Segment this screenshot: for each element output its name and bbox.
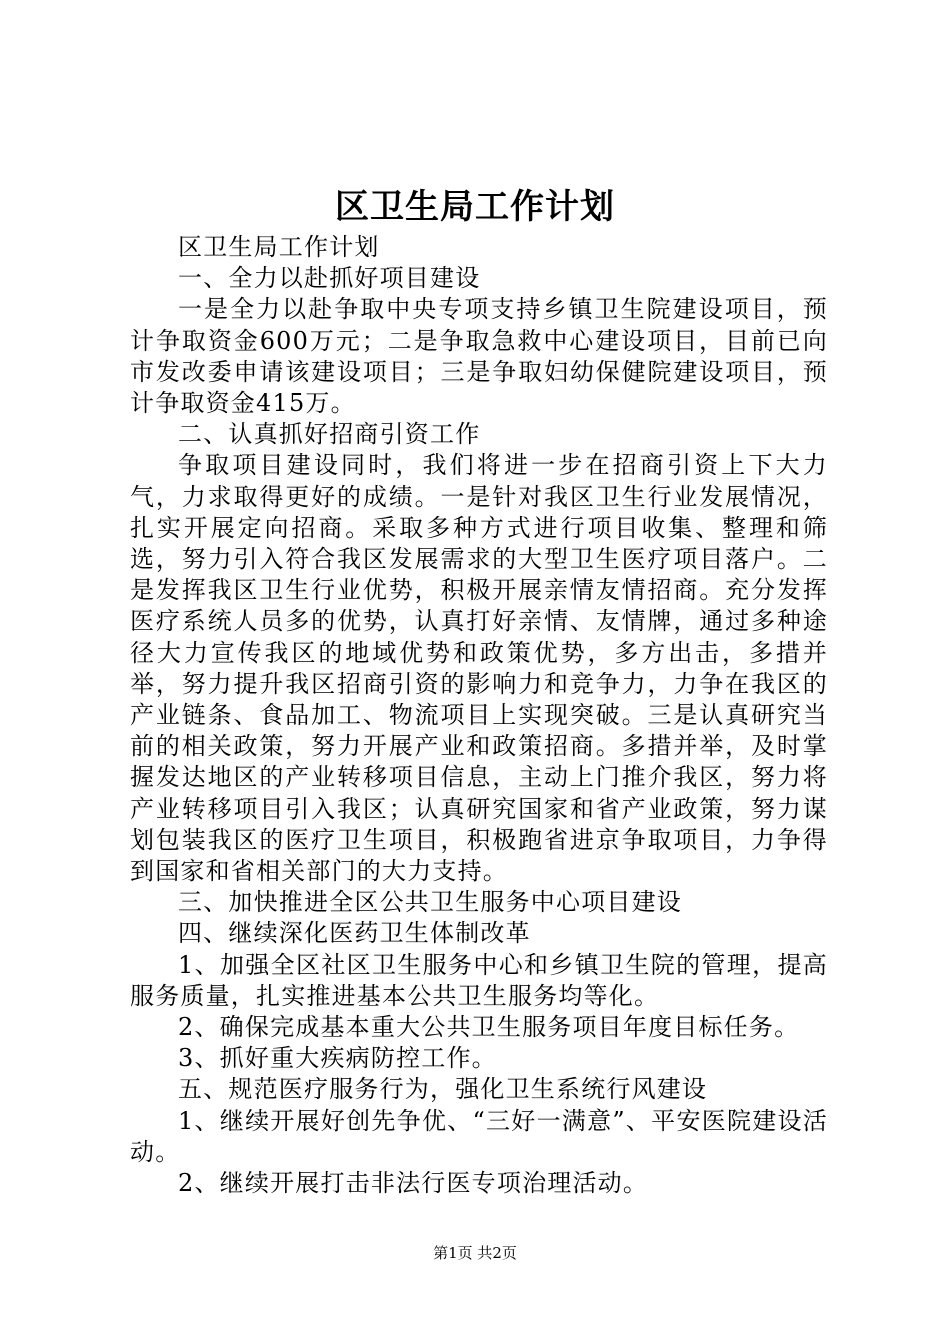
paragraph-section-5-item-2: 2、继续开展打击非法行医专项治理活动。 xyxy=(178,1169,649,1198)
page-footer: 第1页 共2页 xyxy=(433,1244,517,1262)
paragraph-section-4-item-1: 1、加强全区社区卫生服务中心和乡镇卫生院的管理，提高服务质量，扎实推进基本公共卫生服务均等化。 xyxy=(130,950,828,1010)
paragraph-section-4-heading: 四、继续深化医药卫生体制改革 xyxy=(178,919,531,948)
document-body xyxy=(130,232,828,1199)
paragraph-section-4-item-2: 2、确保完成基本重大公共卫生服务项目年度目标任务。 xyxy=(178,1013,800,1042)
paragraph-section-1-heading: 一、全力以赴抓好项目建设 xyxy=(178,264,481,293)
paragraph-section-2-heading: 二、认真抓好招商引资工作 xyxy=(178,420,481,449)
paragraph-doc-heading: 区卫生局工作计划 xyxy=(178,233,380,261)
document-title: 区卫生局工作计划 xyxy=(335,187,615,227)
paragraph-section-2-body: 争取项目建设同时，我们将进一步在招商引资上下大力气，力求取得更好的成绩。一是针对我区卫生行业发展情况，扎实开展定向招商。采取多种方式进行项目收集、整理和筛选，努力引入符合我区发展需求的大型卫生医疗项目落户。二是发挥我区卫生行业优势，积极开展亲情友情招商。充分发挥医疗系统人员多的优势，认真打好亲情、友情牌，通过多种途径大力宣传我区的地域优势和政策优势，多方出击，多措并举，努力提升我区招商引资的影响力和竞争力，力争在我区的产业链条、食品加工、物流项目上实现突破。三是认真研究当前的相关政策，努力开展产业和政策招商。多措并举，及时掌握发达地区的产业转移项目信息，主动上门推介我区，努力将产业转移项目引入我区；认真研究国家和省产业政策，努力谋划包装我区的医疗卫生项目，积极跑省进京争取项目，力争得到国家和省相关部门的大力支持。 xyxy=(130,451,828,886)
paragraph-section-5-heading: 五、规范医疗服务行为，强化卫生系统行风建设 xyxy=(178,1075,708,1104)
paragraph-section-1-body: 一是全力以赴争取中央专项支持乡镇卫生院建设项目，预计争取资金600万元；二是争取急救中心建设项目，目前已向市发改委申请该建设项目；三是争取妇幼保健院建设项目，预计争取资金415万。 xyxy=(130,295,828,418)
paragraph-section-5-item-1: 1、继续开展好创先争优、“三好一满意”、平安医院建设活动。 xyxy=(130,1106,828,1166)
paragraph-section-4-item-3: 3、抓好重大疾病防控工作。 xyxy=(178,1044,497,1073)
paragraph-section-3-heading: 三、加快推进全区公共卫生服务中心项目建设 xyxy=(178,888,682,917)
